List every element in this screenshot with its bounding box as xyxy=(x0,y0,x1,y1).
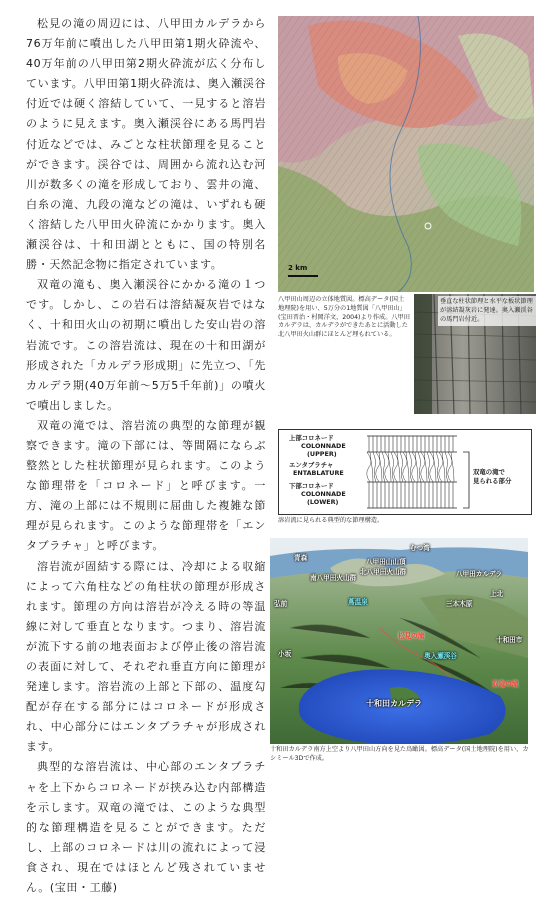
label-mutsu-bay: むつ湾 xyxy=(410,544,430,552)
side-label-line1: 双竜の滝で xyxy=(473,468,505,476)
author-signature: (宝田・工藤) xyxy=(49,881,118,895)
label-minami-hakkoda: 南八甲田火山群 xyxy=(310,574,357,582)
paragraph-4: 溶岩流が固結する際には、冷却による収縮によって六角柱などの角柱状の節理が形成されます。節理の方向は溶岩が冷える時の等温線に対して垂直となります。つまり、溶岩流が流下する前の地表面および停止後の溶岩流の表面に対して、それぞれ垂直方向に節理が発達します。溶岩流の上部と下部の、温度勾配が存在する部分にはコロネードが形成され、中心部分にはエンタブラチャが形成されます。 xyxy=(26,559,266,754)
upper-colonnade-tag: (UPPER) xyxy=(307,450,337,458)
paragraph-5-text: 典型的な溶岩流は、中心部のエンタブラチャを上下からコロネードが挟み込む内部構造を示します。双竜の滝では、このような典型的な節理構造を見ることができます。ただし、上部のコロネードは川の流れによって浸食され、現在ではほとんど残されていません。 xyxy=(26,760,266,895)
paragraph-5 xyxy=(26,757,266,898)
birdseye-caption: 十和田カルデラ南方上空より八甲田山方向を見た鳥瞰図。標高データ(国土地理院)を用い、カシミール3Dで作成。 xyxy=(270,746,529,762)
label-tsuta: 蔦温泉 xyxy=(348,598,368,606)
map-image xyxy=(278,16,534,292)
lower-colonnade-en: COLONNADE xyxy=(301,490,346,498)
label-kosaka: 小坂 xyxy=(278,650,292,658)
paragraph-2: 双竜の滝も、奥入瀬渓谷にかかる滝の１つです。しかし、この岩石は溶結凝灰岩ではなく、十和田火山の初期に噴出した安山岩の溶岩流です。この溶岩流は、現在の十和田湖が形成された「カルデラ形成期」に先立つ、「先カルデラ期(40万年前〜5万5千年前)」の噴火で噴出しました。 xyxy=(26,278,266,412)
article-body xyxy=(26,14,266,898)
upper-colonnade-jp: 上部コロネード xyxy=(289,434,334,442)
label-kita-hakkoda: 北八甲田火山群 xyxy=(360,568,407,576)
label-hakkoda-summit: 八甲田山山頂 xyxy=(366,558,406,566)
label-aomori: 青森 xyxy=(294,554,308,562)
cliff-caption: 垂直な柱状節理と水平な板状節理が溶結凝灰岩に発達。奥入瀬渓谷の馬門岩付近。 xyxy=(438,296,536,326)
label-towada-caldera: 十和田カルデラ xyxy=(366,699,422,708)
entablature-en: ENTABLATURE xyxy=(293,469,344,477)
upper-colonnade-en: COLONNADE xyxy=(301,442,346,450)
label-towada-city: 十和田市 xyxy=(496,636,523,644)
paragraph-3: 双竜の滝では、溶岩流の典型的な節理が観察できます。滝の下部には、等間隔にならぶ整然とした柱状節理が見られます。このような節理帯を「コロネード」と呼びます。一方、滝の上部には不規則に屈曲した複雑な節理が見られます。このような節理帯を「エンタブラチャ」と呼びます。 xyxy=(26,418,266,553)
birdseye-view xyxy=(270,538,528,744)
label-kamikita: 上北 xyxy=(490,590,504,598)
diagram-caption: 溶岩流に見られる典型的な節理構造。 xyxy=(278,517,384,524)
lower-colonnade-jp: 下部コロネード xyxy=(289,482,334,490)
entablature-jp: エンタブラチャ xyxy=(289,461,334,469)
joint-structure-diagram xyxy=(278,429,532,515)
side-label-line2: 見られる部分 xyxy=(473,477,512,485)
label-hakkoda-caldera: 八甲田カルデラ xyxy=(456,570,503,578)
label-hirosaki: 弘前 xyxy=(274,600,288,608)
geologic-relief-map xyxy=(278,16,534,292)
lower-colonnade-tag: (LOWER) xyxy=(307,498,339,506)
map-scale-label: 2 km xyxy=(288,264,308,272)
label-matsumi: 松見の滝 xyxy=(398,632,425,640)
columnar-joint-photo xyxy=(414,294,536,414)
paragraph-1: 松見の滝の周辺には、八甲田カルデラから76万年前に噴出した八甲田第1期火砕流や、40万年前の八甲田第2期火砕流が広く分布しています。八甲田第1期火砕流は、奥入瀬渓谷付近では硬く溶結していて、一見すると溶岩のように見えます。奥入瀬渓谷にある馬門岩付近などでは、みごとな柱状節理を見ることができます。渓谷では、周囲から流れ込む河川が数多くの滝を形成しており、雲井の滝、白糸の滝、九段の滝などの滝は、いずれも硬く溶結した八甲田火砕流にかかります。奥入瀬渓谷は、十和田湖とともに、国の特別名勝・天然記念物に指定されています。 xyxy=(26,17,266,272)
map-caption: 八甲田山周辺の立体地質図。標高データ(国土地理院)を用い、5万分の1地質図「八甲田山」(宝田晋治・村岡洋文，2004)より作成。八甲田カルデラは、カルデラができたあとに活動した北八甲田火山群にほとんど埋もれている。 xyxy=(278,296,410,339)
label-soryu: 双竜の滝 xyxy=(492,680,519,688)
label-sanbongi: 三本木原 xyxy=(446,600,473,608)
label-oirase: 奥入瀬渓谷 xyxy=(424,652,457,660)
